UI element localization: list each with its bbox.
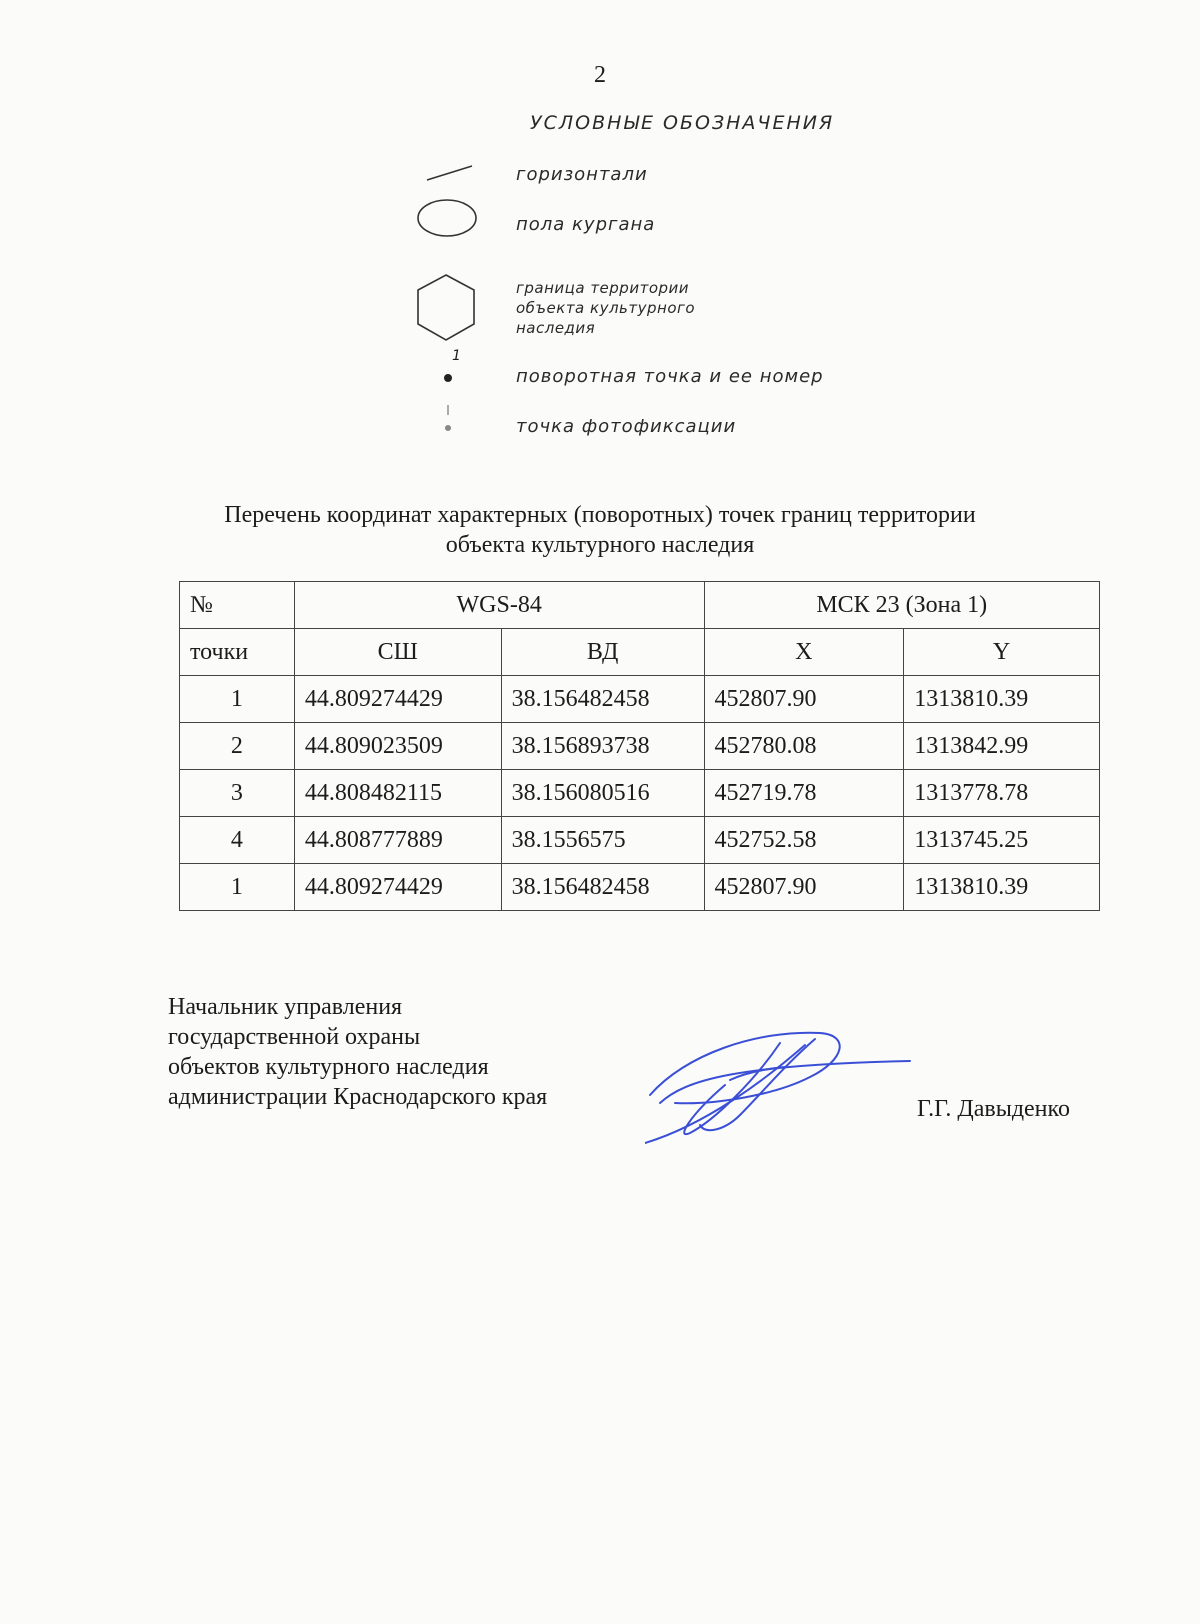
cell-point-no: 4 [180, 817, 295, 864]
cell-y: 1313778.78 [904, 770, 1100, 817]
signer-name: Г.Г. Давыденко [917, 1096, 1070, 1122]
turning-point-number: 1 [452, 348, 461, 364]
cell-lon: 38.1556575 [501, 817, 704, 864]
table-header-row-top [180, 582, 1100, 629]
table-row [180, 770, 1100, 817]
legend-label-turning-point: поворотная точка и ее номер [516, 366, 824, 387]
hexagon-icon [414, 272, 478, 344]
legend-label-photo-point: точка фотофиксации [516, 416, 737, 437]
legend-label-contours: горизонтали [516, 164, 648, 185]
cell-lat: 44.809023509 [294, 723, 501, 770]
header-y: Y [904, 629, 1100, 676]
cell-x: 452780.08 [704, 723, 904, 770]
table-title [0, 500, 1200, 560]
cell-lon: 38.156482458 [501, 864, 704, 911]
signatory-line-3: объектов культурного наследия [168, 1054, 489, 1080]
legend-boundary-line-3: наследия [516, 319, 596, 337]
signatory-line-2: государственной охраны [168, 1024, 421, 1050]
table-row [180, 817, 1100, 864]
contour-line-icon [425, 162, 475, 184]
header-lat: СШ [294, 629, 501, 676]
table-row [180, 676, 1100, 723]
handwritten-signature [645, 1025, 915, 1150]
cell-y: 1313810.39 [904, 676, 1100, 723]
header-no: № [180, 582, 295, 629]
cell-lon: 38.156080516 [501, 770, 704, 817]
legend-label-mound: пола кургана [516, 214, 656, 235]
turning-point-icon [442, 372, 454, 384]
cell-y: 1313842.99 [904, 723, 1100, 770]
table-row [180, 864, 1100, 911]
cell-lon: 38.156893738 [501, 723, 704, 770]
legend-label-boundary [516, 278, 695, 338]
cell-point-no: 1 [180, 864, 295, 911]
signatory-line-4: администрации Краснодарского края [168, 1084, 548, 1110]
header-msk23: МСК 23 (Зона 1) [704, 582, 1100, 629]
photo-point-icon [441, 403, 455, 435]
header-point: точки [180, 629, 295, 676]
header-wgs84: WGS-84 [294, 582, 704, 629]
cell-point-no: 3 [180, 770, 295, 817]
legend-boundary-line-1: граница территории [516, 279, 690, 297]
table-row [180, 723, 1100, 770]
header-x: X [704, 629, 904, 676]
cell-point-no: 2 [180, 723, 295, 770]
signatory-line-1: Начальник управления [168, 994, 403, 1020]
cell-lat: 44.808482115 [294, 770, 501, 817]
cell-y: 1313745.25 [904, 817, 1100, 864]
cell-point-no: 1 [180, 676, 295, 723]
cell-x: 452719.78 [704, 770, 904, 817]
cell-lon: 38.156482458 [501, 676, 704, 723]
cell-lat: 44.809274429 [294, 864, 501, 911]
table-header-row-sub [180, 629, 1100, 676]
header-lon: ВД [501, 629, 704, 676]
cell-x: 452807.90 [704, 676, 904, 723]
page-number: 2 [594, 62, 606, 88]
cell-lat: 44.808777889 [294, 817, 501, 864]
cell-x: 452807.90 [704, 864, 904, 911]
legend-boundary-line-2: объекта культурного [516, 299, 696, 317]
cell-y: 1313810.39 [904, 864, 1100, 911]
ellipse-icon [415, 196, 479, 240]
signatory-title [168, 992, 547, 1112]
legend-title: УСЛОВНЫЕ ОБОЗНАЧЕНИЯ [530, 112, 835, 134]
cell-lat: 44.809274429 [294, 676, 501, 723]
cell-x: 452752.58 [704, 817, 904, 864]
table-title-line-1: Перечень координат характерных (поворотных) точек границ территории [224, 502, 976, 528]
coordinates-table [179, 581, 1100, 911]
table-title-line-2: объекта культурного наследия [445, 532, 755, 558]
